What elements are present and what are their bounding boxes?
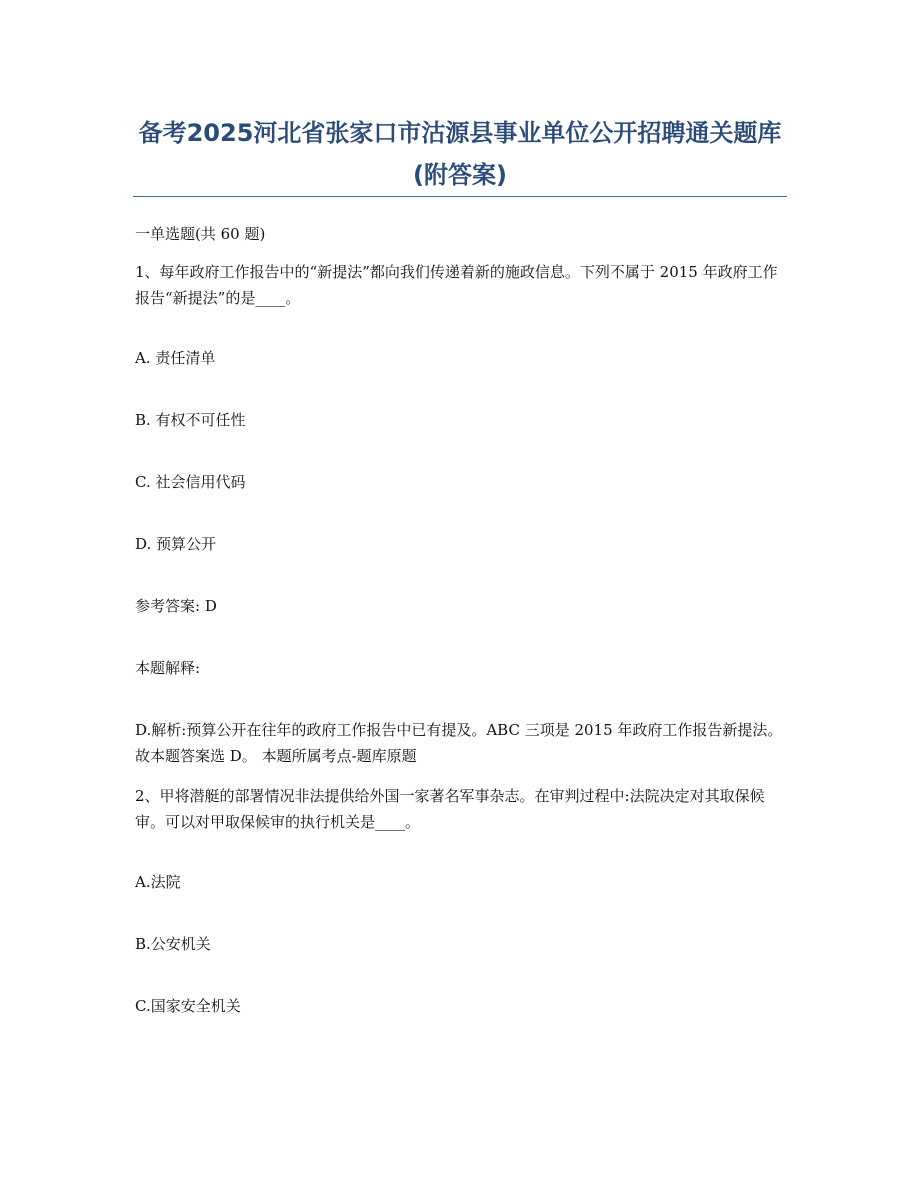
question-2-option-b: B.公安机关 xyxy=(135,935,211,953)
question-1-option-b: B. 有权不可任性 xyxy=(135,411,246,429)
question-2-option-c: C.国家安全机关 xyxy=(135,997,241,1015)
question-1-option-a: A. 责任清单 xyxy=(135,349,216,367)
question-1-explanation: D.解析:预算公开在往年的政府工作报告中已有提及。ABC 三项是 2015 年政府工作报告新提法。 故本题答案选 D。 本题所属考点-题库原题 xyxy=(135,721,783,765)
question-2-stem: 2、甲将潜艇的部署情况非法提供给外国一家著名军事杂志。在审判过程中:法院决定对其取保候审。可以对甲取保候审的执行机关是____。 xyxy=(135,787,765,831)
question-1-answer: 参考答案: D xyxy=(135,597,217,615)
title-divider xyxy=(133,196,787,197)
section-heading: 一单选题(共 60 题) xyxy=(135,225,266,243)
document-title: 备考2025河北省张家口市沽源县事业单位公开招聘通关题库(附答案) xyxy=(138,119,782,189)
question-1-option-d: D. 预算公开 xyxy=(135,535,217,553)
question-1-explanation-heading: 本题解释: xyxy=(135,659,201,677)
question-1-option-c: C. 社会信用代码 xyxy=(135,473,246,491)
question-2-option-a: A.法院 xyxy=(135,873,181,891)
question-1-stem: 1、每年政府工作报告中的“新提法”都向我们传递着新的施政信息。下列不属于 2015 年政府工作报告“新提法”的是____。 xyxy=(135,263,778,307)
